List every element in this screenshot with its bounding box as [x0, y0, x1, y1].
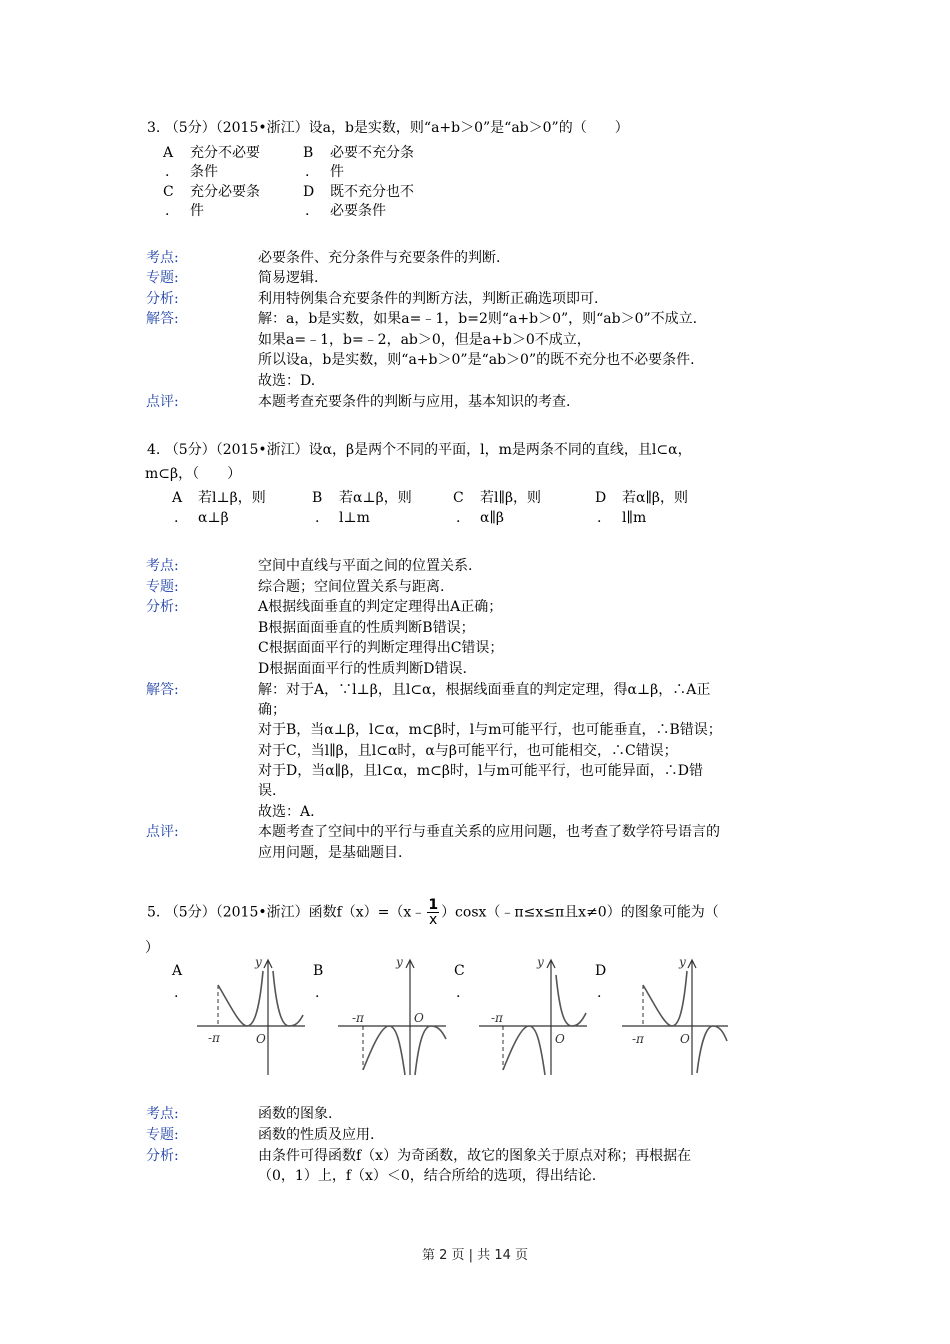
kaodian-label: 考点: — [146, 1106, 179, 1122]
y-axis-label: y — [679, 955, 686, 969]
question-3-stem — [147, 118, 629, 138]
zhuanti-text: 函数的性质及应用. — [258, 1127, 375, 1143]
option-c-text[interactable]: 充分必要条 — [190, 184, 260, 200]
jieda-line: 解：a，b是实数，如果a=﹣1，b=2则“a+b＞0”，则“ab＞0”不成立. — [258, 311, 698, 327]
fenxi-text: 利用特例集合充要条件的判断方法，判断正确选项即可. — [258, 291, 599, 307]
kaodian-text: 空间中直线与平面之间的位置关系. — [258, 558, 473, 574]
origin-label: O — [555, 1032, 565, 1046]
jieda-line: 如果a=﹣1，b=﹣2，ab＞0，但是a+b＞0不成立， — [258, 332, 591, 348]
question-text: （5分）（2015•浙江）设α，β是两个不同的平面，l，m是两条不同的直线，且l⊂α， — [164, 442, 692, 458]
graph-option-b[interactable] — [336, 955, 451, 1080]
option-c-text-cont: α∥β — [480, 510, 505, 526]
jieda-line: 对于C，当l∥β，且l⊂α时，α与β可能平行，也可能相交，∴C错误； — [258, 743, 678, 759]
fenxi-label: 分析: — [146, 1148, 179, 1164]
option-dot: . — [165, 203, 170, 219]
option-d-text[interactable]: 若α∥β，则 — [622, 490, 689, 506]
zhuanti-text: 简易逻辑. — [258, 270, 319, 286]
option-c-text-cont: 件 — [190, 203, 204, 219]
option-d-text[interactable]: 既不充分也不 — [330, 184, 414, 200]
option-d-letter[interactable]: D — [595, 963, 607, 979]
question-text-cont: ）cosx（﹣π≤x≤π且x≠0）的图象可能为（ — [441, 904, 719, 921]
option-dot: . — [305, 164, 310, 180]
question-number: 5. — [147, 904, 161, 921]
question-4-stem-cont: m⊂β，（ ） — [145, 466, 242, 482]
option-a-text[interactable]: 若l⊥β，则 — [198, 490, 266, 506]
option-a-letter[interactable]: A — [172, 963, 183, 979]
origin-label: O — [256, 1032, 266, 1046]
option-dot: . — [597, 510, 602, 526]
option-c-text[interactable]: 若l∥β，则 — [480, 490, 542, 506]
neg-pi-label: -π — [208, 1031, 220, 1045]
question-5-stem — [147, 898, 719, 927]
dianping-label: 点评: — [146, 394, 179, 410]
option-dot: . — [315, 510, 320, 526]
question-number: 3. — [147, 120, 161, 136]
neg-pi-label: -π — [352, 1011, 364, 1025]
option-dot: . — [456, 985, 461, 1001]
option-b-letter: B — [303, 145, 314, 161]
zhuanti-label: 专题: — [146, 1127, 179, 1143]
option-b-text[interactable]: 必要不充分条 — [330, 145, 414, 161]
origin-label: O — [680, 1032, 690, 1046]
fraction-one-over-x — [427, 898, 439, 927]
graph-option-d[interactable] — [620, 955, 735, 1080]
jieda-line: 所以设a，b是实数，则“a+b＞0”是“ab＞0”的既不充分也不必要条件. — [258, 352, 695, 368]
option-a-text-cont: α⊥β — [198, 510, 229, 526]
kaodian-label: 考点: — [146, 558, 179, 574]
fenxi-line: B根据面面垂直的性质判断B错误； — [258, 620, 475, 636]
option-dot: . — [597, 985, 602, 1001]
y-axis-label: y — [255, 955, 262, 969]
jieda-label: 解答: — [146, 311, 179, 327]
question-number: 4. — [147, 442, 161, 458]
fenxi-label: 分析: — [146, 291, 179, 307]
page-footer: 第 2 页 | 共 14 页 — [422, 1248, 528, 1263]
fenxi-line: 由条件可得函数f（x）为奇函数，故它的图象关于原点对称；再根据在 — [258, 1148, 692, 1164]
dianping-line: 应用问题，是基础题目. — [258, 845, 403, 861]
kaodian-text: 必要条件、充分条件与充要条件的判断. — [258, 250, 501, 266]
option-d-letter: D — [303, 184, 315, 200]
jieda-line: 确； — [258, 702, 286, 718]
option-d-letter: D — [595, 490, 607, 506]
option-b-text-cont: l⊥m — [339, 510, 370, 526]
zhuanti-text: 综合题；空间位置关系与距离. — [258, 579, 445, 595]
neg-pi-label: -π — [632, 1032, 644, 1046]
zhuanti-label: 专题: — [146, 579, 179, 595]
origin-label: O — [414, 1011, 424, 1025]
graph-option-c[interactable] — [477, 955, 592, 1080]
question-text: （5分）（2015•浙江）函数f（x）=（x﹣ — [164, 904, 426, 921]
neg-pi-label: -π — [491, 1011, 503, 1025]
question-text: （5分）（2015•浙江）设a，b是实数，则“a+b＞0”是“ab＞0”的（ ） — [164, 120, 629, 136]
option-b-letter[interactable]: B — [313, 963, 324, 979]
kaodian-text: 函数的图象. — [258, 1106, 333, 1122]
option-a-letter: A — [163, 145, 174, 161]
option-dot: . — [456, 510, 461, 526]
zhuanti-label: 专题: — [146, 270, 179, 286]
option-dot: . — [165, 164, 170, 180]
fenxi-label: 分析: — [146, 599, 179, 615]
option-dot: . — [174, 510, 179, 526]
option-b-letter: B — [312, 490, 323, 506]
option-c-letter[interactable]: C — [454, 963, 465, 979]
jieda-line: 对于D，当α∥β，且l⊂α，m⊂β时，l与m可能平行，也可能异面，∴D错 — [258, 763, 703, 779]
fraction-numerator: 1 — [428, 897, 439, 913]
fenxi-line: （0，1）上，f（x）＜0，结合所给的选项，得出结论. — [258, 1168, 597, 1184]
option-a-text-cont: 条件 — [190, 164, 218, 180]
option-d-text-cont: 必要条件 — [330, 203, 386, 219]
option-d-text-cont: l∥m — [622, 510, 647, 526]
fraction-denominator: x — [429, 912, 438, 928]
option-b-text[interactable]: 若α⊥β，则 — [339, 490, 412, 506]
dianping-text: 本题考查充要条件的判断与应用，基本知识的考查. — [258, 394, 571, 410]
kaodian-label: 考点: — [146, 250, 179, 266]
option-c-letter: C — [453, 490, 464, 506]
fenxi-line: C根据面面平行的判断定理得出C错误； — [258, 640, 504, 656]
jieda-line: 对于B，当α⊥β，l⊂α，m⊂β时，l与m可能平行，也可能垂直，∴B错误； — [258, 722, 722, 738]
fenxi-line: D根据面面平行的性质判断D错误. — [258, 661, 467, 677]
dianping-label: 点评: — [146, 824, 179, 840]
question-4-stem — [147, 440, 692, 460]
jieda-line: 误. — [258, 783, 277, 799]
option-a-letter: A — [172, 490, 183, 506]
y-axis-label: y — [396, 955, 403, 969]
fenxi-line: A根据线面垂直的判定定理得出A正确； — [258, 599, 503, 615]
jieda-line: 解：对于A，∵l⊥β，且l⊂α，根据线面垂直的判定定理，得α⊥β，∴A正 — [258, 682, 711, 698]
question-5-stem-cont: ） — [145, 940, 159, 956]
y-axis-label: y — [537, 955, 544, 969]
option-c-letter: C — [163, 184, 174, 200]
graph-option-a[interactable] — [195, 955, 310, 1080]
option-a-text[interactable]: 充分不必要 — [190, 145, 260, 161]
option-b-text-cont: 件 — [330, 164, 344, 180]
jieda-line: 故选：D. — [258, 373, 316, 389]
jieda-label: 解答: — [146, 682, 179, 698]
option-dot: . — [315, 985, 320, 1001]
option-dot: . — [174, 985, 179, 1001]
option-dot: . — [305, 203, 310, 219]
jieda-line: 故选：A. — [258, 804, 315, 820]
dianping-line: 本题考查了空间中的平行与垂直关系的应用问题，也考查了数学符号语言的 — [258, 824, 720, 840]
